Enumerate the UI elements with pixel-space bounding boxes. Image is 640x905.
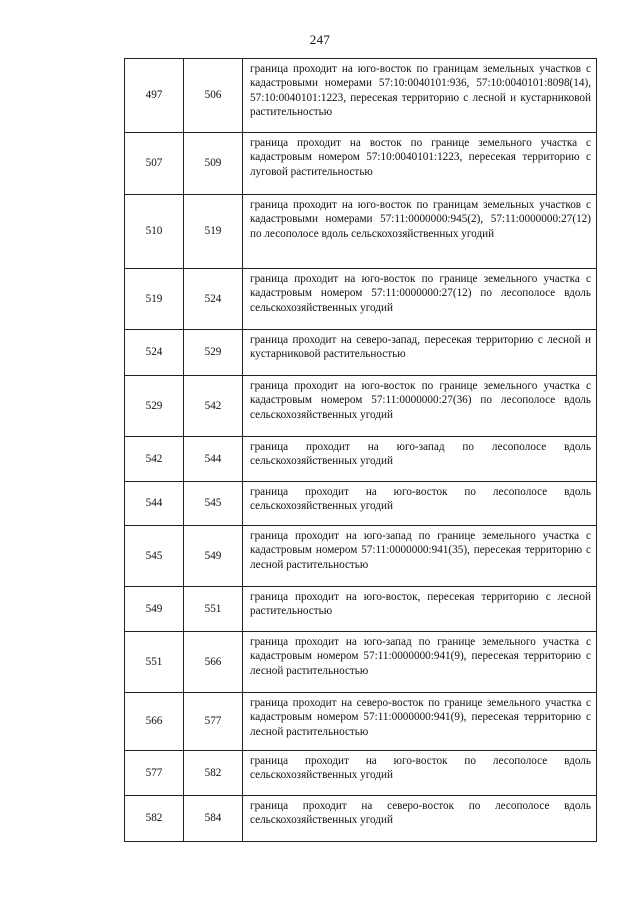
point-to: 582 — [184, 751, 243, 796]
point-from: 545 — [125, 526, 184, 587]
point-from: 582 — [125, 796, 184, 842]
point-to: 529 — [184, 330, 243, 376]
table-row — [125, 632, 597, 693]
boundary-description: граница проходит на юго-запад по границе земельного участка с кадастровым номером 57:11:0000000:941(9), пересекая территорию с лесной растительностью — [243, 632, 597, 693]
table-row — [125, 59, 597, 133]
boundary-description: граница проходит на юго-запад по лесополосе вдоль сельскохозяйственных угодий — [243, 437, 597, 482]
table-row — [125, 376, 597, 437]
point-from: 542 — [125, 437, 184, 482]
point-from: 497 — [125, 59, 184, 133]
boundary-description: граница проходит на юго-восток по границе земельного участка с кадастровым номером 57:11:0000000:27(12) по лесополосе вдоль сельскохозяйственных угодий — [243, 269, 597, 330]
point-from: 577 — [125, 751, 184, 796]
table-row — [125, 195, 597, 269]
table-row — [125, 133, 597, 195]
boundary-description: граница проходит на северо-восток по границе земельного участка с кадастровым номером 57:11:0000000:941(9), пересекая территорию с лесной растительностью — [243, 693, 597, 751]
table-row — [125, 526, 597, 587]
point-to: 577 — [184, 693, 243, 751]
point-to: 506 — [184, 59, 243, 133]
table-row — [125, 482, 597, 526]
boundary-description: граница проходит на юго-восток, пересекая территорию с лесной растительностью — [243, 587, 597, 632]
boundary-description: граница проходит на юго-восток по границам земельных участков с кадастровыми номерами 57:11:0000000:945(2), 57:11:0000000:27(12) по лесополосе вдоль сельскохозяйственных угодий — [243, 195, 597, 269]
table-row — [125, 330, 597, 376]
boundary-description: граница проходит на юго-запад по границе земельного участка с кадастровым номером 57:11:0000000:941(35), пересекая территорию с лесной растительностью — [243, 526, 597, 587]
boundary-description: граница проходит на юго-восток по лесополосе вдоль сельскохозяйственных угодий — [243, 482, 597, 526]
boundary-description: граница проходит на северо-восток по лесополосе вдоль сельскохозяйственных угодий — [243, 796, 597, 842]
point-to: 566 — [184, 632, 243, 693]
point-to: 545 — [184, 482, 243, 526]
table-row — [125, 693, 597, 751]
boundary-description: граница проходит на восток по границе земельного участка с кадастровым номером 57:10:0040101:1223, пересекая территорию с луговой растительностью — [243, 133, 597, 195]
table-row — [125, 269, 597, 330]
point-to: 524 — [184, 269, 243, 330]
point-to: 544 — [184, 437, 243, 482]
point-from: 551 — [125, 632, 184, 693]
boundary-description: граница проходит на юго-восток по границе земельного участка с кадастровым номером 57:11:0000000:27(36) по лесополосе вдоль сельскохозяйственных угодий — [243, 376, 597, 437]
table-row — [125, 796, 597, 842]
point-to: 542 — [184, 376, 243, 437]
point-from: 529 — [125, 376, 184, 437]
table-row — [125, 751, 597, 796]
point-to: 549 — [184, 526, 243, 587]
point-to: 551 — [184, 587, 243, 632]
point-to: 519 — [184, 195, 243, 269]
boundary-description: граница проходит на северо-запад, пересекая территорию с лесной и кустарниковой растительностью — [243, 330, 597, 376]
point-from: 507 — [125, 133, 184, 195]
point-from: 566 — [125, 693, 184, 751]
point-from: 544 — [125, 482, 184, 526]
table-row — [125, 437, 597, 482]
table-row — [125, 587, 597, 632]
point-from: 519 — [125, 269, 184, 330]
boundary-description: граница проходит на юго-восток по лесополосе вдоль сельскохозяйственных угодий — [243, 751, 597, 796]
point-from: 510 — [125, 195, 184, 269]
boundary-description: граница проходит на юго-восток по границам земельных участков с кадастровыми номерами 57:10:0040101:936, 57:10:0040101:8098(14), 57:10:0040101:1223, пересекая территорию с лесной и кустарниковой растительностью — [243, 59, 597, 133]
point-to: 509 — [184, 133, 243, 195]
page-number: 247 — [309, 32, 331, 47]
point-from: 549 — [125, 587, 184, 632]
boundary-description-table — [124, 58, 597, 842]
point-to: 584 — [184, 796, 243, 842]
point-from: 524 — [125, 330, 184, 376]
